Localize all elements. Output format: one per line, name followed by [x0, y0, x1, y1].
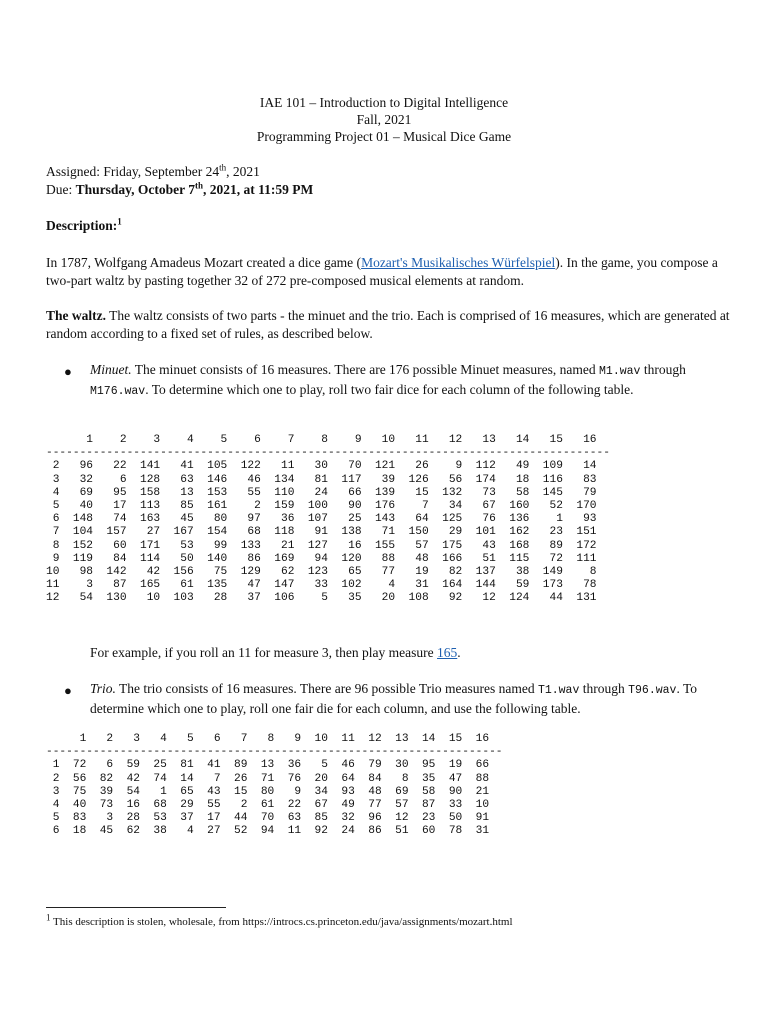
- wurfelspiel-link[interactable]: Mozart's Musikalisches Würfelspiel: [361, 255, 556, 270]
- intro-paragraph: In 1787, Wolfgang Amadeus Mozart created a dice game (Mozart's Musikalisches Würfelspiel). In the game, you compose a two-part waltz by pasting together 32 of 272 pre-composed musical elements at random.: [46, 255, 718, 288]
- project-title: Programming Project 01 – Musical Dice Game: [256, 129, 512, 144]
- footnote-divider: [46, 907, 226, 908]
- waltz-paragraph: The waltz. The waltz consists of two parts - the minuet and the trio. Each is comprised of 16 measures, which are generated at random according to a fixed set of rules, as described below.: [46, 308, 730, 341]
- minuet-table: 1 2 3 4 5 6 7 8 9 10 11 12 13 14 15 16 ------------------------------------------------------------------------------------ 2 96 22 141 41 105 122 11 30 70 121 26 9 112 49 109 14 3 32 6 128 63 146 46 134 81 117 39 126 56 174 18 116 83 4 69 95 158 13 153 55 110 24 66 139 15 132 73 58 145 79 5 40 17 113 85 161 2 159 100 90 176 7 34 67 160 52 170 6 148 74 163 45 80 97 36 107 25 143 64 125 76 136 1 93 7 104 157 27 167 154 68 118 91 138 71 150 29 101 162 23 151 8 152 60 171 53 99 133 21 127 16 155 57 175 43 168 89 172 9 119 84 114 50 140 86 169 94 120 88 48 166 51 115 72 111 10 98 142 42 156 75 129 62 123 65 77 19 82 137 38 149 8 11 3 87 165 61 135 47 147 33 102 4 31 164 144 59 173 78 12 54 130 10 103 28 37 106 5 35 20 108 92 12 124 44 131: [46, 434, 610, 605]
- trio-paragraph: Trio. The trio consists of 16 measures. There are 96 possible Trio measures named T1.wav through T96.wav. To determine which one to play, roll one fair die for each column, and use the following table.: [90, 681, 697, 716]
- minuet-paragraph: Minuet. The minuet consists of 16 measures. There are 176 possible Minuet measures, named M1.wav through M176.wav. To determine which one to play, roll two fair dice for each column of the following table.: [90, 362, 686, 398]
- footnote: $^1$ This description is stolen, wholesale, from https://introcs.cs.princeton.edu/java/assignments/mozart.html: [46, 912, 513, 928]
- description-heading: Description:$^1$: [46, 216, 122, 233]
- course-title: IAE 101 – Introduction to Digital Intelligence: [259, 95, 509, 110]
- minuet-example: For example, if you roll an 11 for measure 3, then play measure 165.: [90, 645, 461, 660]
- bullet-icon: ●: [64, 364, 72, 379]
- due-date: Due: Thursday, October 7th, 2021, at 11:59 PM: [46, 180, 314, 197]
- bullet-icon: ●: [64, 683, 72, 698]
- term: Fall, 2021: [356, 112, 412, 127]
- measure-165-link[interactable]: 165: [437, 645, 458, 660]
- trio-table: 1 2 3 4 5 6 7 8 9 10 11 12 13 14 15 16 -------------------------------------------------------------------- 1 72 6 59 25 81 41 89 13 36 5 46 79 30 95 19 66 2 56 82 42 74 14 7 26 71 76 20 64 84 8 35 47 88 3 75 39 54 1 65 43 15 80 9 34 93 48 69 58 90 21 4 40 73 16 68 29 55 2 61 22 67 49 77 57 87 33 10 5 83 3 28 53 37 17 44 70 63 85 32 96 12 23 50 91 6 18 45 62 38 4 27 52 94 11 92 24 86 51 60 78 31: [46, 733, 503, 838]
- assigned-date: Assigned: Friday, September 24th, 2021: [46, 162, 260, 179]
